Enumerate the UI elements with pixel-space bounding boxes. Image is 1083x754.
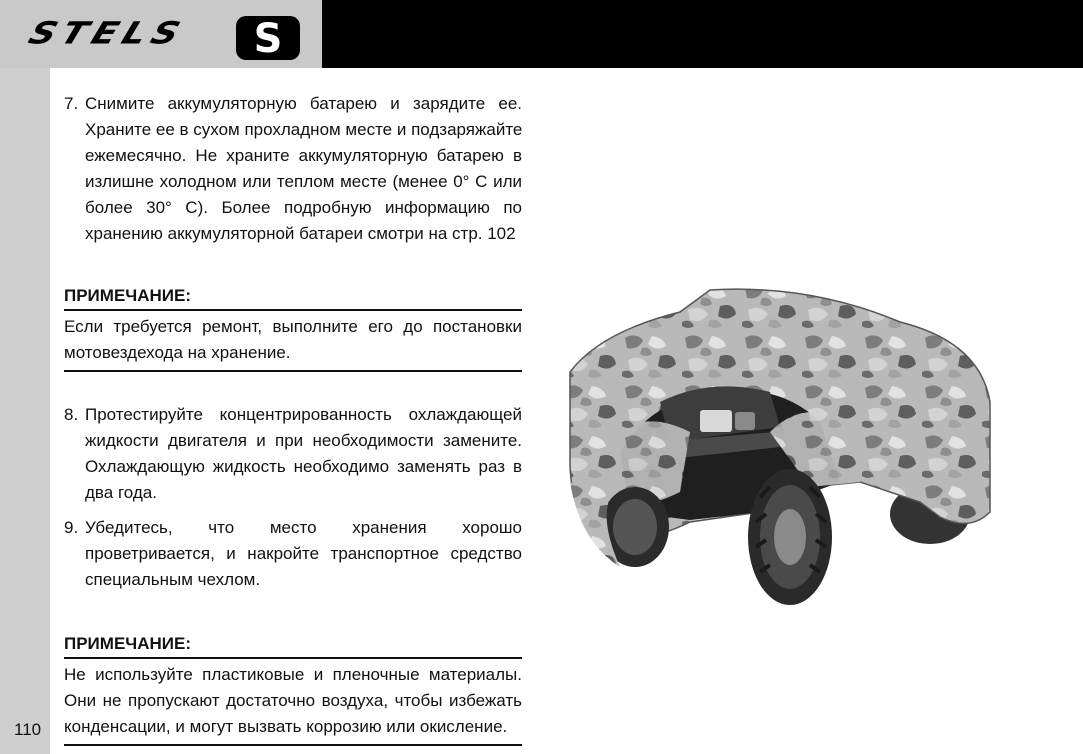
- list-item-number: 8.: [64, 405, 79, 424]
- list-item-7: [64, 91, 522, 247]
- paragraph-line: специальным чехлом.: [85, 570, 261, 589]
- note-title: ПРИМЕЧАНИЕ:: [64, 284, 522, 311]
- paragraph-line: более 30° С). Более подробную информацию по: [85, 198, 522, 217]
- paragraph-line: Охлаждающую жидкость необходимо заменять раз в: [85, 457, 522, 476]
- paragraph-line: Убедитесь, что место хранения хорошо: [85, 518, 522, 537]
- note-block-2: [64, 632, 522, 746]
- list-item-number: 7.: [64, 94, 79, 113]
- list-item-number: 9.: [64, 518, 79, 537]
- brand-logo-letter: S: [253, 16, 283, 62]
- list-item-9: [64, 515, 522, 593]
- paragraph-line: жидкости двигателя и при необходимости замените.: [85, 431, 522, 450]
- paragraph-line: Храните ее в сухом прохладном месте и подзаряжайте: [85, 120, 523, 139]
- paragraph-line: Снимите аккумуляторную батарею и зарядите ее.: [85, 94, 522, 113]
- covered-atv-illustration: [560, 282, 1000, 612]
- paragraph-line: Протестируйте концентрированность охлаждающей: [85, 405, 522, 424]
- note-line: мотовездехода на хранение.: [64, 343, 291, 362]
- list-item-8: [64, 402, 522, 506]
- note-line: конденсации, и могут вызвать коррозию или окисление.: [64, 717, 508, 736]
- paragraph-line: ежемесячно. Не храните аккумуляторную батарею в: [85, 146, 522, 165]
- brand-logo-text: STELS: [23, 16, 191, 51]
- brand-logo: [0, 0, 322, 68]
- side-margin-bar: [0, 68, 50, 754]
- page-header: [0, 0, 1083, 68]
- paragraph-line: излишне холодном или теплом месте (менее 0° С или: [85, 172, 522, 191]
- page-number: 110: [14, 720, 42, 739]
- note-divider: [64, 744, 522, 746]
- note-title: ПРИМЕЧАНИЕ:: [64, 632, 522, 659]
- note-line: Не используйте пластиковые и пленочные материалы.: [64, 665, 522, 684]
- covered-atv-image: [560, 282, 1000, 612]
- paragraph-line: два года.: [85, 483, 157, 502]
- note-divider: [64, 370, 522, 372]
- note-line: Если требуется ремонт, выполните его до постановки: [64, 317, 522, 336]
- paragraph-line: хранению аккумуляторной батареи смотри на стр. 102: [85, 224, 516, 243]
- brand-logo-mark-icon: [234, 14, 302, 62]
- note-line: Они не пропускают достаточно воздуха, чтобы избежать: [64, 691, 522, 710]
- note-block-1: [64, 284, 522, 372]
- paragraph-line: проветривается, и накройте транспортное средство: [85, 544, 522, 563]
